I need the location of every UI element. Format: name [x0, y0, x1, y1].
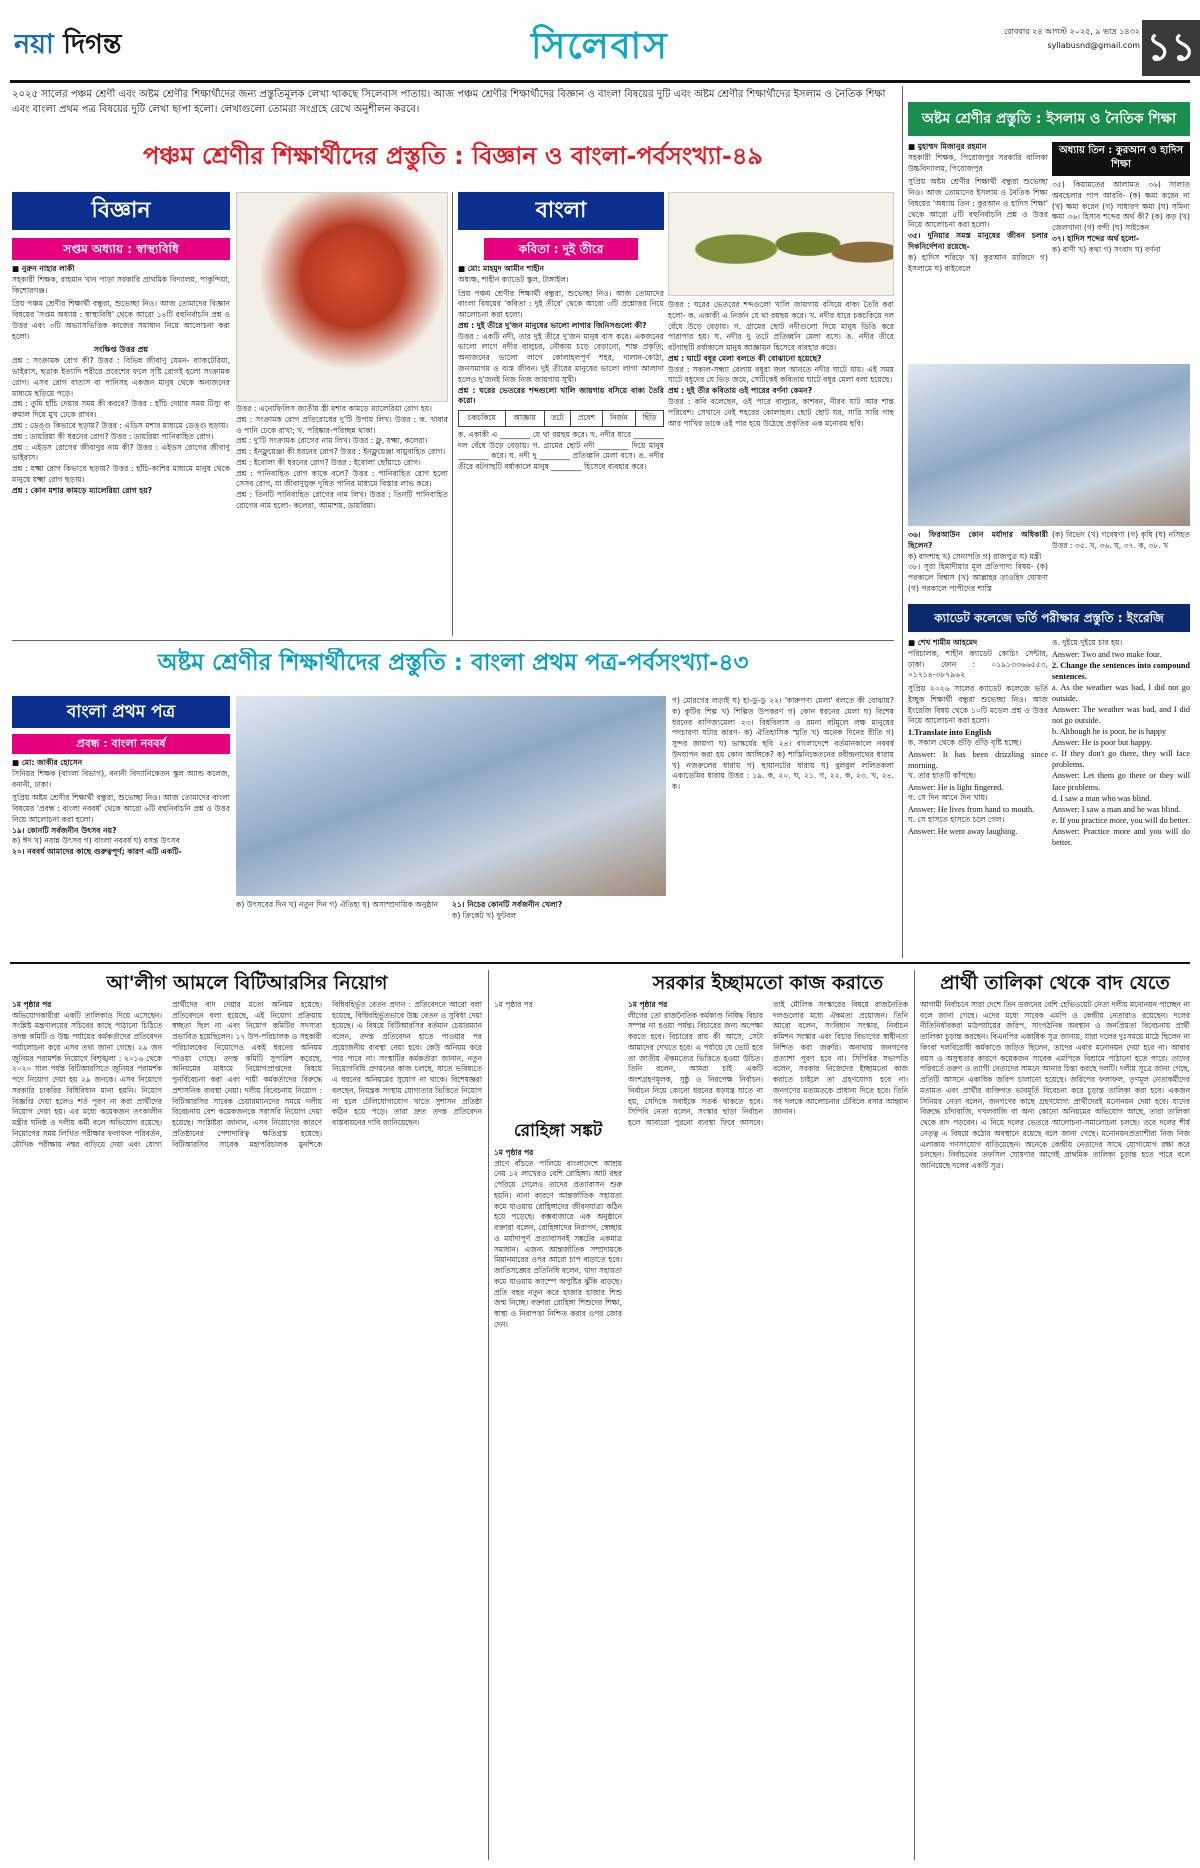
- islam-column-2: [1052, 180, 1190, 360]
- word-table: [458, 410, 664, 427]
- cadet-author: ■ শেখ শামীম আহমেদ: [908, 638, 978, 647]
- bangla1-column-2: [236, 900, 446, 958]
- islam-q36-options: ক) বাদশাহ খ) সেনাপতি গ) রাজপুত্র ঘ) মন্ত্রী: [908, 551, 1042, 561]
- bangla-chapter: কবিতা : দুই তীরে: [484, 238, 638, 260]
- bangla1-author: ■ মো: জাকীর হোসেন: [12, 758, 83, 767]
- masthead-rule: [10, 80, 1190, 83]
- page-number: ১১: [1142, 20, 1200, 76]
- bangla1-q20: ২০। নববর্ষ আমাদের কাছে গুরুত্বপূর্ণ; কারণ এটি একটি-: [12, 847, 182, 857]
- cadet-column-2: [1052, 638, 1190, 958]
- news4-body: [920, 1000, 1190, 1860]
- translate-a: ক. সকাল থেকে গুঁড়ি গুঁড়ি বৃষ্টি হচ্ছে।: [908, 738, 1022, 748]
- islam-q35: ৩৫। দুনিয়ার সমস্ত মানুষের জীবন চলার দিকনির্দেশনা রয়েছে-: [908, 231, 1048, 252]
- section-divider: [12, 640, 894, 641]
- bangla-a3: উত্তর : সকাল-সন্ধ্যা বেলায় বধূরা জল আনতে নদীর ঘাটে যায়। এই সময় ঘাটে বধূদের যে ভিড় জমে, সেটিকেই কবিতায় ঘাটে বধূর মেলা বলা হয়েছে।: [668, 364, 894, 385]
- news3-text: প্রাণে বাঁচতে পালিয়ে বাংলাদেশে আশ্রয় নেয় ১২ লাখেরও বেশি রোহিঙ্গা। আট বছর পেরিয়ে গেলেও তাদের প্রত্যাবাসন শুরু হয়নি। নানা কারণে আন্তর্জাতিক সহায়তা কমে যাওয়ায় রোহিঙ্গাদের জীবনযাত্রা কঠিন হয়ে পড়েছে। কক্সবাজারে এক অনুষ্ঠানে বক্তারা বলেন, রোহিঙ্গাদের নিরাপদ, স্বেচ্ছায় ও মর্যাদাপূর্ণ প্রত্যাবাসনই সঙ্কটের একমাত্র সমাধান। এজন্য আন্তর্জাতিক সম্প্রদায়কে মিয়ানমারের ওপর আরো চাপ বাড়াতে হবে। জাতিসঙ্ঘের প্রতিনিধি বলেন, খাদ্য সহায়তা কমে যাওয়ায় ক্যাম্পে অপুষ্টির ঝুঁকি বাড়ছে। প্রতি বছর নতুন করে হাজার হাজার শিশু জন্ম নিচ্ছে। বক্তারা রোহিঙ্গা শিশুদের শিক্ষা, স্বাস্থ্য ও নিরাপত্তা নিশ্চিত করার ওপর জোর দেন।: [494, 1158, 622, 1329]
- news2-continued: ১ম পৃষ্ঠার পর: [628, 1000, 668, 1009]
- bangla-a1: উত্তর : একটি নদী, তার দুই তীরে দু'জন মানুষ বাস করে। একজনের ভালো লাগে নদীর বালুচর, নৌকায় চড়ে বেড়ানো, শান্ত প্রকৃতি; অন্যজনের ভালো লাগে কোলাহলপূর্ণ শহর, দালান-কোঠা, জনসমাগম ও ব্যস্ত জীবন। দুই তীরের মানুষের ভালো লাগা আলাদা হলেও দু'জনই নিজ নিজ জায়গায় সুখী।: [458, 331, 664, 384]
- news4-text: আগামী নির্বাচনে সারা দেশে তিন ডজনের বেশি হেভিওয়েট নেতা দলীয় মনোনয়ন পাচ্ছেন না বলে জানা গেছে। এদের মধ্যে সাবেক এমপি ও কেন্দ্রীয় নেতারাও রয়েছেন। দলের নীতিনির্ধারকরা মাঠপর্যায়ের জরিপ, সাংগঠনিক অবস্থান ও জনপ্রিয়তা বিবেচনায় প্রার্থী তালিকা চূড়ান্ত করছেন। বিএনপির একাধিক সূত্র জানায়, যারা দলের দুঃসময়ে মাঠে ছিলেন না কিংবা দলবিরোধী কর্মকাণ্ডে জড়িত ছিলেন, তাদের এবার মনোনয়ন দেয়া হবে না। আবার বয়স ও অসুস্থতার কারণে কয়েকজন সাবেক এমপিকে বিশ্রামে পাঠানো হতে পারে। তাদের পরিবর্তে তরুণ ও ত্যাগী নেতাদের সামনে আনার চিন্তা করছে দলটি। দলীয় সূত্রে জানা গেছে, প্রতিটি আসনে একাধিক জরিপ চালানো হয়েছে। জরিপের ফলাফল, তৃণমূল নেতাকর্মীদের মতামত এবং প্রার্থীর ব্যক্তিগত ভাবমূর্তি বিবেচনা করে চূড়ান্ত তালিকা করা হবে। একজন সিনিয়র নেতা বলেন, জনগণের কাছে গ্রহণযোগ্য প্রার্থীদেরই মনোনয়ন দেয়া হবে। যাদের বিরুদ্ধে চাঁদাবাজি, দখলবাজি বা অন্য কোনো অনিয়মের অভিযোগ আছে, তারা তালিকা থেকে বাদ পড়বেন। এ নিয়ে দলের ভেতরে আলোচনা-সমালোচনা চলছে। তবে দলের শীর্ষ নেতৃত্ব এ বিষয়ে কঠোর অবস্থানে রয়েছে বলে জানা গেছে। মনোনয়নপ্রত্যাশীরা নিজ নিজ এলাকায় গণসংযোগ বাড়িয়েছেন। অনেকে কেন্দ্রীয় নেতাদের সাথে যোগাযোগ রক্ষা করে চলছেন। নির্বাচনের তফসিল ঘোষণার আগেই প্রাথমিক তালিকা চূড়ান্ত হতে পারে বলে জানিয়েছে দলের একটি সূত্র।: [920, 1000, 1190, 1171]
- bangla-q3: প্রশ্ন : ঘাটে বধূর মেলা বলতে কী বোঝানো হয়েছে?: [668, 353, 822, 363]
- translate-c: গ. সে দিন আনে দিন খায়।: [908, 793, 988, 803]
- news1-overflow: [494, 1000, 622, 1116]
- word-cell: প্রবেশ: [570, 411, 602, 427]
- science-qa-5: প্রশ্ন : এইডস রোগের জীবাণুর নাম কী? উত্তর : এইডস রোগের জীবাণু ভাইরাস।: [12, 442, 230, 463]
- compound-c: c. If they don't go there, they will face problems.: [1052, 749, 1190, 770]
- science-column-1: [12, 264, 230, 634]
- news1-continued: ১ম পৃষ্ঠার পর: [12, 1000, 52, 1009]
- bangla1-subject: বাংলা প্রথম পত্র: [12, 696, 230, 728]
- translate-d-answer: Answer: He went away laughing.: [908, 826, 1018, 836]
- translate-e: ঙ. দুইয়ে দুইয়ে চার হয়।: [1052, 638, 1123, 647]
- cadet-banner: ক্যাডেট কলেজে ভর্তি পরীক্ষার প্রস্তুতি : ইংরেজি: [908, 604, 1190, 632]
- news2-text: লীগের তো রাজনৈতিক কর্মকাণ্ড নিষিদ্ধ বিচার সম্পন্ন না হওয়া পর্যন্ত। বিচারের জন্য অপেক্ষা করতে হবে। বিচারের রায় কী আসে, সেটা আমাদের দেখতে হবে। এ পর্যায়ে যে ভোট হবে তা জাতীয় ঐকমত্যের ভিত্তিতে হওয়া উচিত। তিনি বলেন, আমরা চাই একটি অংশগ্রহণমূলক, সুষ্ঠু ও নিরপেক্ষ নির্বাচন। নির্বাচন নিয়ে কোনো ধরনের ষড়যন্ত্র যাতে না হয়, সেদিকে সবাইকে সতর্ক থাকতে হবে। সিপিবি নেতা বলেন, সংস্কার ছাড়া নির্বাচন হলে আবারো পুরনো ব্যবস্থা ফিরে আসবে। তাই মৌলিক সংস্কারের বিষয়ে রাজনৈতিক দলগুলোর মধ্যে ঐকমত্য প্রয়োজন। তিনি আরো বলেন, সংবিধান সংস্কার, নির্বাচন কমিশন সংস্কার এবং বিচার বিভাগের স্বাধীনতা নিশ্চিত করা জরুরি। অন্যথায় জনগণের প্রত্যাশা পূরণ হবে না। সিপিবির সভাপতি বলেন, সরকার নিজেদের ইচ্ছামতো কাজ করাতে চাইলে তা গ্রহণযোগ্য হবে না। জনগণের মতামতকে প্রাধান্য দিতে হবে। তিনি সব দলকে আলোচনার টেবিলে বসার আহ্বান জানান।: [628, 1000, 908, 1128]
- compound-c-answer: Answer: Let them go there or they will face problems.: [1052, 771, 1190, 792]
- islam-q35-options: ক) হাদিস শরিফে খ) কুরআন মাজিদে গ) ইসলামে ঘ) বাইবেলে: [908, 252, 1048, 273]
- bangla1-column-3: [452, 900, 666, 958]
- islam-column-1: [908, 142, 1048, 360]
- translate-b-answer: Answer: He is light fingered.: [908, 783, 1004, 792]
- compound-a-answer: Answer: The weather was bad, and I did not go outside.: [1052, 705, 1190, 726]
- bangla1-q21: ২১। নিচের কোনটি সর্বজনীন খেলা?: [452, 900, 563, 909]
- islam-q37: ৩৭। হাদিস শব্দের অর্থ হলো-: [1052, 233, 1140, 243]
- bangla-fill-answer: উত্তর : ঘরের ভেতরের শব্দগুলো খালি জায়গায় বসিয়ে বাক্য তৈরি করা হলো- ক. একাকী এ নির্জন যে থা রয়ছয় করে। খ. নদীর ধারে চকচকিয়ে দল বেঁধে উড়ে বেড়ায়। গ. গ্রামের ছোট নদীগুলো দিয়ে মানুষ ডিঙি করে পারাপার হয়। ঘ. নদীর দু তটে প্রতিধ্বনি মেলা বসে। ঙ. নদীর তীরে বটগাছটি বর্ষাকালে মানুষ আজ্ঞায়ন হিসেবে ব্যবহার করে।: [668, 300, 894, 353]
- bangla-column-2: [668, 300, 894, 636]
- bangla-q1: প্রশ্ন : দুই তীরে দু'জন মানুষের ভালো লাগার জিনিসগুলো কী?: [458, 320, 647, 330]
- science-chapter: সপ্তম অধ্যায় : স্বাস্থ্যবিধি: [12, 238, 230, 260]
- word-cell: তটে: [544, 411, 570, 427]
- bangla1-q19-options: ক) ঈদ খ) নবান্ন উৎসব গ) বাংলা নববর্ষ ঘ) বসন্ত উৎসব: [12, 836, 180, 846]
- islam-q38: ৩৮। সূরা হিমাদীয়ার মূল প্রতিপাদ্য বিষয়- (ক) পরকালে বিশ্বাস (খ) আল্লাহর তাওহিদ ঘোষণা (গ) পরকালে পাপীদের শাস্তি: [908, 562, 1048, 593]
- science-qa-11: প্রশ্ন : ইবোলা কী ধরনের রোগ? উত্তর : ইবোলা ছোঁয়াচে রোগ।: [236, 457, 421, 467]
- science-qa-13: প্রশ্ন : তিনটি পানিবাহিত রোগের নাম লিখ। উত্তর : তিনটি পানিবাহিত রোগের নাম হলো- কলেরা, আমাশয়, ডায়রিয়া।: [236, 490, 448, 511]
- column-divider: [452, 192, 453, 636]
- news4-headline: প্রার্থী তালিকা থেকে বাদ যেতে: [940, 972, 1170, 994]
- translate-heading: 1.Translate into English: [908, 728, 992, 738]
- cadet-greeting: সুপ্রিয় ২০২৬ সালের ক্যাডেট কলেজে ভর্তি ইচ্ছুক শিক্ষার্থী বন্ধুরা শুভেচ্ছা নিও। আজ ইংরেজি বিষয় থেকে ১০টি মডেল প্রশ্ন ও উত্তর নিয়ে আলোচনা করা হলো।: [908, 684, 1048, 726]
- science-subhead: সংক্ষিপ্ত উত্তর প্রশ্ন: [93, 345, 149, 355]
- bangla1-right-questions: গ) মোরগের লড়াই ঘ) হা-ডু-ডু ২২। 'কারুপণ্য মেলা' বলতে কী বোঝায়? ক) কুটির শিল্প খ) শিল্পিত উপকরণ গ) কোন ধরনের মেলা ঘ) বিশেষ ধরনের বাণিজ্যমেলা ২৩। বিধবিলাস ও রমনা বটমূলে লক্ষ মানুষের পদচারণা ঘটার কারণ- ক) ঐতিহাসিক স্মৃতি খ) অনেক দিনের রীতি গ) সুন্দর জায়গা ঘ) ভাস্কর্যের ছবি ২৪। বাংলাদেশে বর্তমানকালে নববর্ষ উদযাপন করা হয় কোন আঙ্গিকে? ক) শাস্তিনিকেতনের রবীন্দ্রনাথের ধারায় খ) নজরুলের ধারায় গ) ছায়ানটের ধারায় ঘ) বুলবুল ললিতকলা একাডেমির ধারায় উত্তর : ১৯. ক, ২০. ঘ, ২১. গ, ২২. ক, ২৩. খ, ২৪. ক।: [672, 696, 894, 792]
- science-subject: বিজ্ঞান: [12, 192, 230, 230]
- science-column-2: [236, 404, 448, 636]
- science-caption: উত্তর : এনোফিলিস জাতীয় স্ত্রী মশার কামড়ে ম্যালেরিয়া রোগ হয়।: [236, 404, 432, 413]
- bangla-q2: প্রশ্ন : ঘরের ভেতরের শব্দগুলো খালি জায়গায় বসিয়ে বাক্য তৈরি করো।: [458, 385, 664, 406]
- bangla1-column-1: [12, 758, 230, 958]
- students-classroom-photo: [236, 696, 666, 896]
- islam-answers: (ক) বিভেদ (খ) গবেষণা (গ) কৃষি (ঘ) নসিহত উত্তর : ৩৫. খ, ৩৬. ঘ, ৩৭. ক, ৩৮. খ: [1052, 530, 1190, 550]
- bangla1-column-4: [672, 696, 894, 958]
- turtles-illustration: [668, 192, 894, 296]
- science-qa-10: প্রশ্ন : ইনফ্লুয়েঞ্জা কী ধরনের রোগ? উত্তর : ইনফ্লুয়েঞ্জা বায়ুবাহিত রোগ।: [236, 447, 446, 457]
- issue-date: রোববার ২৪ আগস্ট ২০২৫, ৯ ভাদ্র ১৪৩২: [1004, 27, 1140, 36]
- news2-headline: সরকার ইচ্ছামতো কাজ করাতে: [652, 972, 884, 994]
- news3-continued: ১ম পৃষ্ঠার পর: [494, 1148, 534, 1157]
- boy-illustration: [236, 192, 448, 402]
- class8-bangla-banner: অষ্টম শ্রেণীর শিক্ষার্থীদের প্রস্তুতি : বাংলা প্রথম পত্র-পর্বসংখ্যা-৪৩: [157, 650, 749, 676]
- news-divider: [488, 970, 489, 1860]
- word-cell: ছিঁড়ি: [635, 411, 663, 427]
- word-cell: আজ্ঞায়: [505, 411, 544, 427]
- compound-heading: 2. Change the sentences into compound sentences.: [1052, 660, 1190, 681]
- compound-b-answer: Answer: He is poor but happy.: [1052, 738, 1152, 748]
- islam-author: ■ মুহাম্মদ মিজানুর রহমান: [908, 142, 987, 151]
- islam-column-4: [1052, 530, 1190, 600]
- science-qa-7: প্রশ্ন : কোন মশার কামড়ে ম্যালেরিয়া রোগ হয়?: [12, 485, 153, 495]
- bangla1-author-info: সিনিয়র শিক্ষক (বাংলা বিভাগ), বনানী বিদ্যানিকেতন স্কুল অ্যান্ড কলেজ, বনানী, ঢাকা।: [12, 768, 230, 789]
- news3-headline: রোহিঙ্গা সঙ্কট: [513, 1121, 603, 1141]
- students-exam-photo: [908, 364, 1190, 526]
- bangla1-q20-options: ক) উৎসবের দিন খ) নতুন দিন গ) ঐতিহ্য ঘ) অসাম্প্রদায়িক অনুষ্ঠান: [236, 900, 439, 909]
- bangla-column-1: [458, 264, 664, 636]
- class5-banner: পঞ্চম শ্রেণীর শিক্ষার্থীদের প্রস্তুতি : বিজ্ঞান ও বাংলা-পর্বসংখ্যা-৪৯: [142, 142, 764, 170]
- science-greeting: প্রিয় পঞ্চম শ্রেণীর শিক্ষার্থী বন্ধুরা, শুভেচ্ছা নিও। আজ তোমাদের বিজ্ঞান বিষয়ের 'সপ্তম অধ্যায় : স্বাস্থ্যবিধি' থেকে আরো ১৪টি বহুনির্বাচনি প্রশ্ন ও উত্তর এবং ৩টি অভ্যাসভিত্তিক কাজের সমাধান নিয়ে আলোচনা করা হলো।: [12, 299, 230, 341]
- compound-d: d. I saw a man who was blind.: [1052, 793, 1152, 803]
- islam-right-options: ৩৫) কিয়ামতের আলামত ৩৬) সালাত অবহেলার পাপ আরবি- (ক) ক্ষমা করেন না (খ) ক্ষমা করেন (গ) সাধারণ ক্ষমা (ঘ) সমিনা ক্ষমা ৩৬। হিসাব শব্দের অর্থ কী? (ক) কড় (খ) জেলখানা (গ) বন্দী (ঘ) সাইকেন: [1052, 180, 1190, 233]
- email: syllabusnd@gmail.com: [1047, 41, 1140, 50]
- bangla-q4: প্রশ্ন : দুই তীর কবিতায় ওই পারের বর্ণনা কেমন?: [668, 386, 813, 396]
- compound-e-answer: Answer: Practice more and you will do better.: [1052, 826, 1190, 847]
- bangla1-chapter: প্রবন্ধ : বাংলা নববর্ষ: [12, 734, 230, 754]
- islam-banner: অষ্টম শ্রেণীর প্রস্তুতি : ইসলাম ও নৈতিক শিক্ষা: [908, 102, 1190, 136]
- science-qa-1: প্রশ্ন : সংক্রামক রোগ কী? উত্তর : বিভিন্ন জীবাণু যেমন- ব্যাকটেরিয়া, ভাইরাস, ছত্রাক ইত্যাদি শরীরে প্রবেশের ফলে সৃষ্টি রোগই হলো সংক্রামক রোগ। এসব রোগ বাতাস বা পানিসহ একজন মানুষ থেকে অন্যজনের মাধ্যমে ছড়িয়ে পড়ে।: [12, 356, 230, 398]
- bangla-fill-blanks: ক. একাকী এ ________ যে থা রয়ছয় করে। খ. নদীর ধারে ________ দল বেঁধে উড়ে বেড়ায়। গ. গ্রামের ছোট নদী ________ দিয়ে মানুষ ________ করে। ঘ. নদী দু ________ প্রতিধ্বনি মেলা বসে। ঙ. নদীর তীরে বটগাছটি বর্ষাকালে মানুষ ________ হিসেবে ব্যবহার করে।: [458, 429, 664, 472]
- cadet-author-info: পরিচালক, শাহীন ক্যাডেট কোচিং সেন্টার, ঢাকা। ফোন : ০১৯১৩৩৬৬৫৫৩, ০১৭১৪-৩৮৭৯৬২: [908, 648, 1048, 680]
- science-qa-8: প্রশ্ন : সংক্রামক রোগ প্রতিরোধের দু'টি উপায় লিখ। উত্তর : ক. খাবার ও পানি ঢেকে রাখা; খ. পরিষ্কার-পরিচ্ছন্ন থাকা।: [236, 414, 448, 435]
- islam-greeting: সুপ্রিয় অষ্টম শ্রেণীর শিক্ষার্থী বন্ধুরা শুভেচ্ছা নিও। আজ তোমাদের ইসলাম ও নৈতিক শিক্ষা বিষয়ের 'অধ্যায় তিন : কুরআন ও হাদিস শিক্ষা' থেকে আরো ৫টি বহুনির্বাচনি প্রশ্ন ও উত্তর নিয়ে আলোচনা করা হলো।: [908, 177, 1048, 230]
- news2-body: [628, 1000, 908, 1860]
- translate-b: খ. তার হাতটি কাঁপছে।: [908, 771, 976, 781]
- translate-c-answer: Answer: He lives from hand to mouth.: [908, 804, 1035, 814]
- science-author-info: সহকারী শিক্ষক, রাহমান খান পাড়া সরকারি প্রাথমিক বিদ্যালয়, পাকুন্দিয়া, কিশোরগঞ্জ।: [12, 274, 230, 295]
- compound-a: a. As the weather was bad, I did not go outside.: [1052, 682, 1190, 704]
- compound-e: e. If you practice more, you will do better.: [1052, 815, 1190, 825]
- compound-d-answer: Answer: I saw a man and he was blind.: [1052, 804, 1181, 814]
- islam-q37-options: ক) বাণী খ) কথা গ) সংবাদ ঘ) বর্ণনা: [1052, 244, 1161, 254]
- bangla-author-info: অধ্যক্ষ, শাহীন ক্যাডেট স্কুল, টাঙ্গাইল।: [458, 274, 569, 284]
- science-author: ■ নুরুন নাহার লাকী: [12, 264, 75, 273]
- science-qa-4: প্রশ্ন : ডায়রিয়া কী ধরনের রোগ? উত্তর : ডায়রিয়া পানিবাহিত রোগ।: [12, 431, 214, 441]
- islam-q36: ৩৬। ফিরআউন কোন মর্যাদার অধিকারী ছিলেন?: [908, 530, 1048, 550]
- translate-e-answer: Answer: Two and two make four.: [1052, 649, 1162, 659]
- islam-author-info: সহকারী শিক্ষক, পিরোজপুর সরকারি বালিকা উচ্চবিদ্যালয়, পিরোজপুর: [908, 152, 1048, 173]
- islam-chapter: অধ্যায় তিন : কুরআন ও হাদিস শিক্ষা: [1052, 142, 1190, 176]
- bangla1-greeting: সুপ্রিয় অষ্টম শ্রেণীর শিক্ষার্থী বন্ধুরা, শুভেচ্ছা নিও। আজ তোমাদের বাংলা বিষয়ের 'প্রবন্ধ : বাংলা নববর্ষ' থেকে আরো ৬টি বহুনির্বাচনি প্রশ্ন ও উত্তর নিয়ে আলোচনা করা হলো।: [12, 793, 230, 824]
- bangla1-q19: ১৯। কোনটি সর্বজনীন উৎসব নয়?: [12, 825, 117, 835]
- word-cell: চকচকিয়ে: [459, 411, 506, 427]
- bangla-greeting: প্রিয় পঞ্চম শ্রেণীর শিক্ষার্থী বন্ধুরা, শুভেচ্ছা নিও। আজ তোমাদের বাংলা বিষয়ের 'কবিতা : দুই তীরে' থেকে আরো ৩টি প্রশ্নোত্তর নিয়ে আলোচনা করা হলো।: [458, 288, 664, 320]
- news3-body: [494, 1148, 622, 1860]
- word-cell: নির্জন: [602, 411, 635, 427]
- bangla-a4: উত্তর : কবি বলেছেন, ওই পারে বালুচর, কাশবন, নীরব ঘাট আর শান্ত পরিবেশ। সেখানে নেই শহরের কোলাহল। ছোট ছোট ঘর, সারি সারি গাছ আর পাখির ডাকে ওই পার হয়ে উঠেছে প্রকৃতির এক মনোরম ছবি।: [668, 397, 894, 428]
- bangla-subject: বাংলা: [458, 192, 664, 230]
- bangla1-q21-options: ক) ক্রিকেট খ) ফুটবল: [452, 910, 517, 920]
- islam-column-3: [908, 530, 1048, 600]
- news1-body: [12, 1000, 482, 1860]
- intro-text: ২০২৫ সালের পঞ্চম শ্রেণী এবং অষ্টম শ্রেণীর শিক্ষার্থীদের জন্য প্রস্তুতিমূলক লেখা থাকছে সিলেবাস পাতায়। আজ পঞ্চম শ্রেণীর শিক্ষার্থীদের বিজ্ঞান ও বাংলা বিষয়ের দুটি এবং অষ্টম শ্রেণীর শিক্ষার্থীদের ইসলাম ও নৈতিক শিক্ষা এবং বাংলা প্রথম পত্র বিষয়ের দুটি লেখা ছাপা হলো। লেখাগুলো তোমরা সংগ্রহে রেখে অনুশীলন করবে।: [12, 89, 886, 115]
- science-qa-3: প্রশ্ন : ডেঙ্গু কিভাবে ছড়ায়? উত্তর : এডিস মশার মাধ্যমে ডেঙ্গু ছড়ায়।: [12, 420, 229, 430]
- paper-name-b: দিগন্ত: [63, 29, 122, 60]
- news-rule: [10, 962, 1190, 964]
- science-qa-6: প্রশ্ন : যক্ষ্মা রোগ কিভাবে ছড়ায়? উত্তর : হাঁচি-কাশির মাধ্যমে মানুষ থেকে মানুষে যক্ষ্মা রোগ ছড়ায়।: [12, 464, 230, 484]
- paper-logo: [14, 26, 214, 66]
- science-qa-12: প্রশ্ন : পানিবাহিত রোগ কাকে বলে? উত্তর : পানিবাহিত রোগ হলো সেসব রোগ, যা জীবাণুযুক্ত দূষিত পানির মাধ্যমে বিস্তার লাভ করে।: [236, 468, 448, 489]
- science-qa-2: প্রশ্ন : তুমি হাঁচি দেয়ার সময় কী করবে? উত্তর : হাঁচি দেয়ার সময় টিস্যু বা রুমাল দিয়ে মুখ ঢেকে রাখব।: [12, 399, 230, 420]
- translate-a-answer: Answer: It has been drizzling since morning.: [908, 750, 1048, 771]
- compound-b: b. Although he is poor, he is happy: [1052, 727, 1167, 737]
- news1-headline: আ'লীগ আমলে বিটিআরসির নিয়োগ: [106, 972, 388, 994]
- bangla-author: ■ মো: মাহমুদ আমীন শাহীন: [458, 264, 545, 273]
- news1-text: অভিযোগকারীরা একটি তালিকাও দিয়ে এসেছেন। সংশ্লিষ্ট মন্ত্রণালয়ের সচিবের কাছে পাঠানো চিঠিতে তদন্ত কমিটি ও উচ্চ পর্যায়ের কর্মকর্তাদের প্রতিবেদন পর্যালোচনা করে এসব তথ্য জানা গেছে। ২৯ জন জুনিয়র পরামর্শক নিয়োগে বিশৃঙ্খলা : ২০১৬ থেকে ২০২০ সাল পর্যন্ত বিটিআরসিতে জুনিয়র পরামর্শক পদে নিয়োগ দেয়া হয় ২৯ জনকে। এসব নিয়োগে সরকারি চাকরির বিধিবিধান মানা হয়নি। নিয়োগ বিজ্ঞপ্তি দেয়া হলেও শর্ত পূরণ না করা প্রার্থীদের নিয়োগ দেয়া হয়। এর মধ্যে কয়েকজন তৎকালীন মন্ত্রীর ঘনিষ্ঠ ও দলীয় কর্মী বলে অভিযোগ রয়েছে। নিয়োগের সময় লিখিত পরীক্ষার ফলাফল পরিবর্তন, মৌখিক পরীক্ষায় নম্বর বাড়িয়ে দেয়া এবং যোগ্য প্রার্থীদের বাদ দেয়ার মতো অনিয়ম হয়েছে। প্রতিবেদনে বলা হয়েছে, এই নিয়োগ প্রক্রিয়ায় স্বচ্ছতা ছিল না এবং নিয়োগ কমিটির সদস্যরা প্রভাবিত হয়েছিলেন। ১৭ উপ-পরিচালক ও সহকারী পরিচালকের নিয়োগেও একই ধরনের অনিয়ম পাওয়া গেছে। তদন্ত কমিটি সুপারিশ করেছে, অনিয়মের মাধ্যমে নিয়োগপ্রাপ্তদের বিষয়ে পুনর্বিবেচনা করা এবং দায়ী কর্মকর্তাদের বিরুদ্ধে প্রশাসনিক ব্যবস্থা নেয়া। দলীয় বিবেচনায় নিয়োগ : বিটিআরসির সাবেক চেয়ারম্যানদের সময়ে দলীয় বিবেচনায় বেশ কয়েকজনকে সরাসরি নিয়োগ দেয়া হয়েছে। সংশ্লিষ্টরা জানান, এসব নিয়োগের কারণে প্রতিষ্ঠানের পেশাদারিত্ব ক্ষতিগ্রস্ত হয়েছে। বিটিআরসির সাবেক মহাপরিচালক মুনশিকে বিধিবহির্ভূত বেতন প্রদান : প্রতিবেদনে আরো বলা হয়েছে, বিধিবহির্ভূতভাবে উচ্চ বেতন ও সুবিধা দেয়া হয়েছে। এ বিষয়ে বিটিআরসির বর্তমান চেয়ারম্যান বলেন, তদন্ত প্রতিবেদন হাতে পাওয়ার পর প্রয়োজনীয় ব্যবস্থা নেয়া হবে। কেউ অনিয়ম করে পার পাবে না। সংস্থাটির কর্মকর্তারা জানান, নতুন নিয়োগবিধি প্রণয়নের কাজ চলছে, যাতে ভবিষ্যতে এ ধরনের অনিয়মের সুযোগ না থাকে। বিশেষজ্ঞরা বলছেন, নিয়ন্ত্রক সংস্থায় যোগ্যতার ভিত্তিতে নিয়োগ না হলে টেলিযোগাযোগ খাতে সুশাসন প্রতিষ্ঠা কঠিন হয়ে পড়ে। তারা দ্রুত তদন্ত প্রতিবেদন বাস্তবায়নের দাবি জানিয়েছেন।: [12, 1000, 482, 1149]
- news1-overflow-text: ১ম পৃষ্ঠার পর: [494, 1000, 533, 1009]
- section-title: সিলেবাস: [531, 26, 669, 67]
- news-divider-2: [914, 970, 915, 1860]
- right-divider: [902, 86, 903, 958]
- cadet-column-1: [908, 638, 1048, 958]
- paper-name-a: নয়া: [14, 29, 54, 60]
- science-qa-9: প্রশ্ন : দু'টি সংক্রামক রোগের নাম লিখ। উত্তর : ফ্লু, যক্ষ্মা, কলেরা।: [236, 436, 428, 446]
- translate-d: ঘ. সে হাসতে হাসতে চলে গেল।: [908, 814, 1005, 824]
